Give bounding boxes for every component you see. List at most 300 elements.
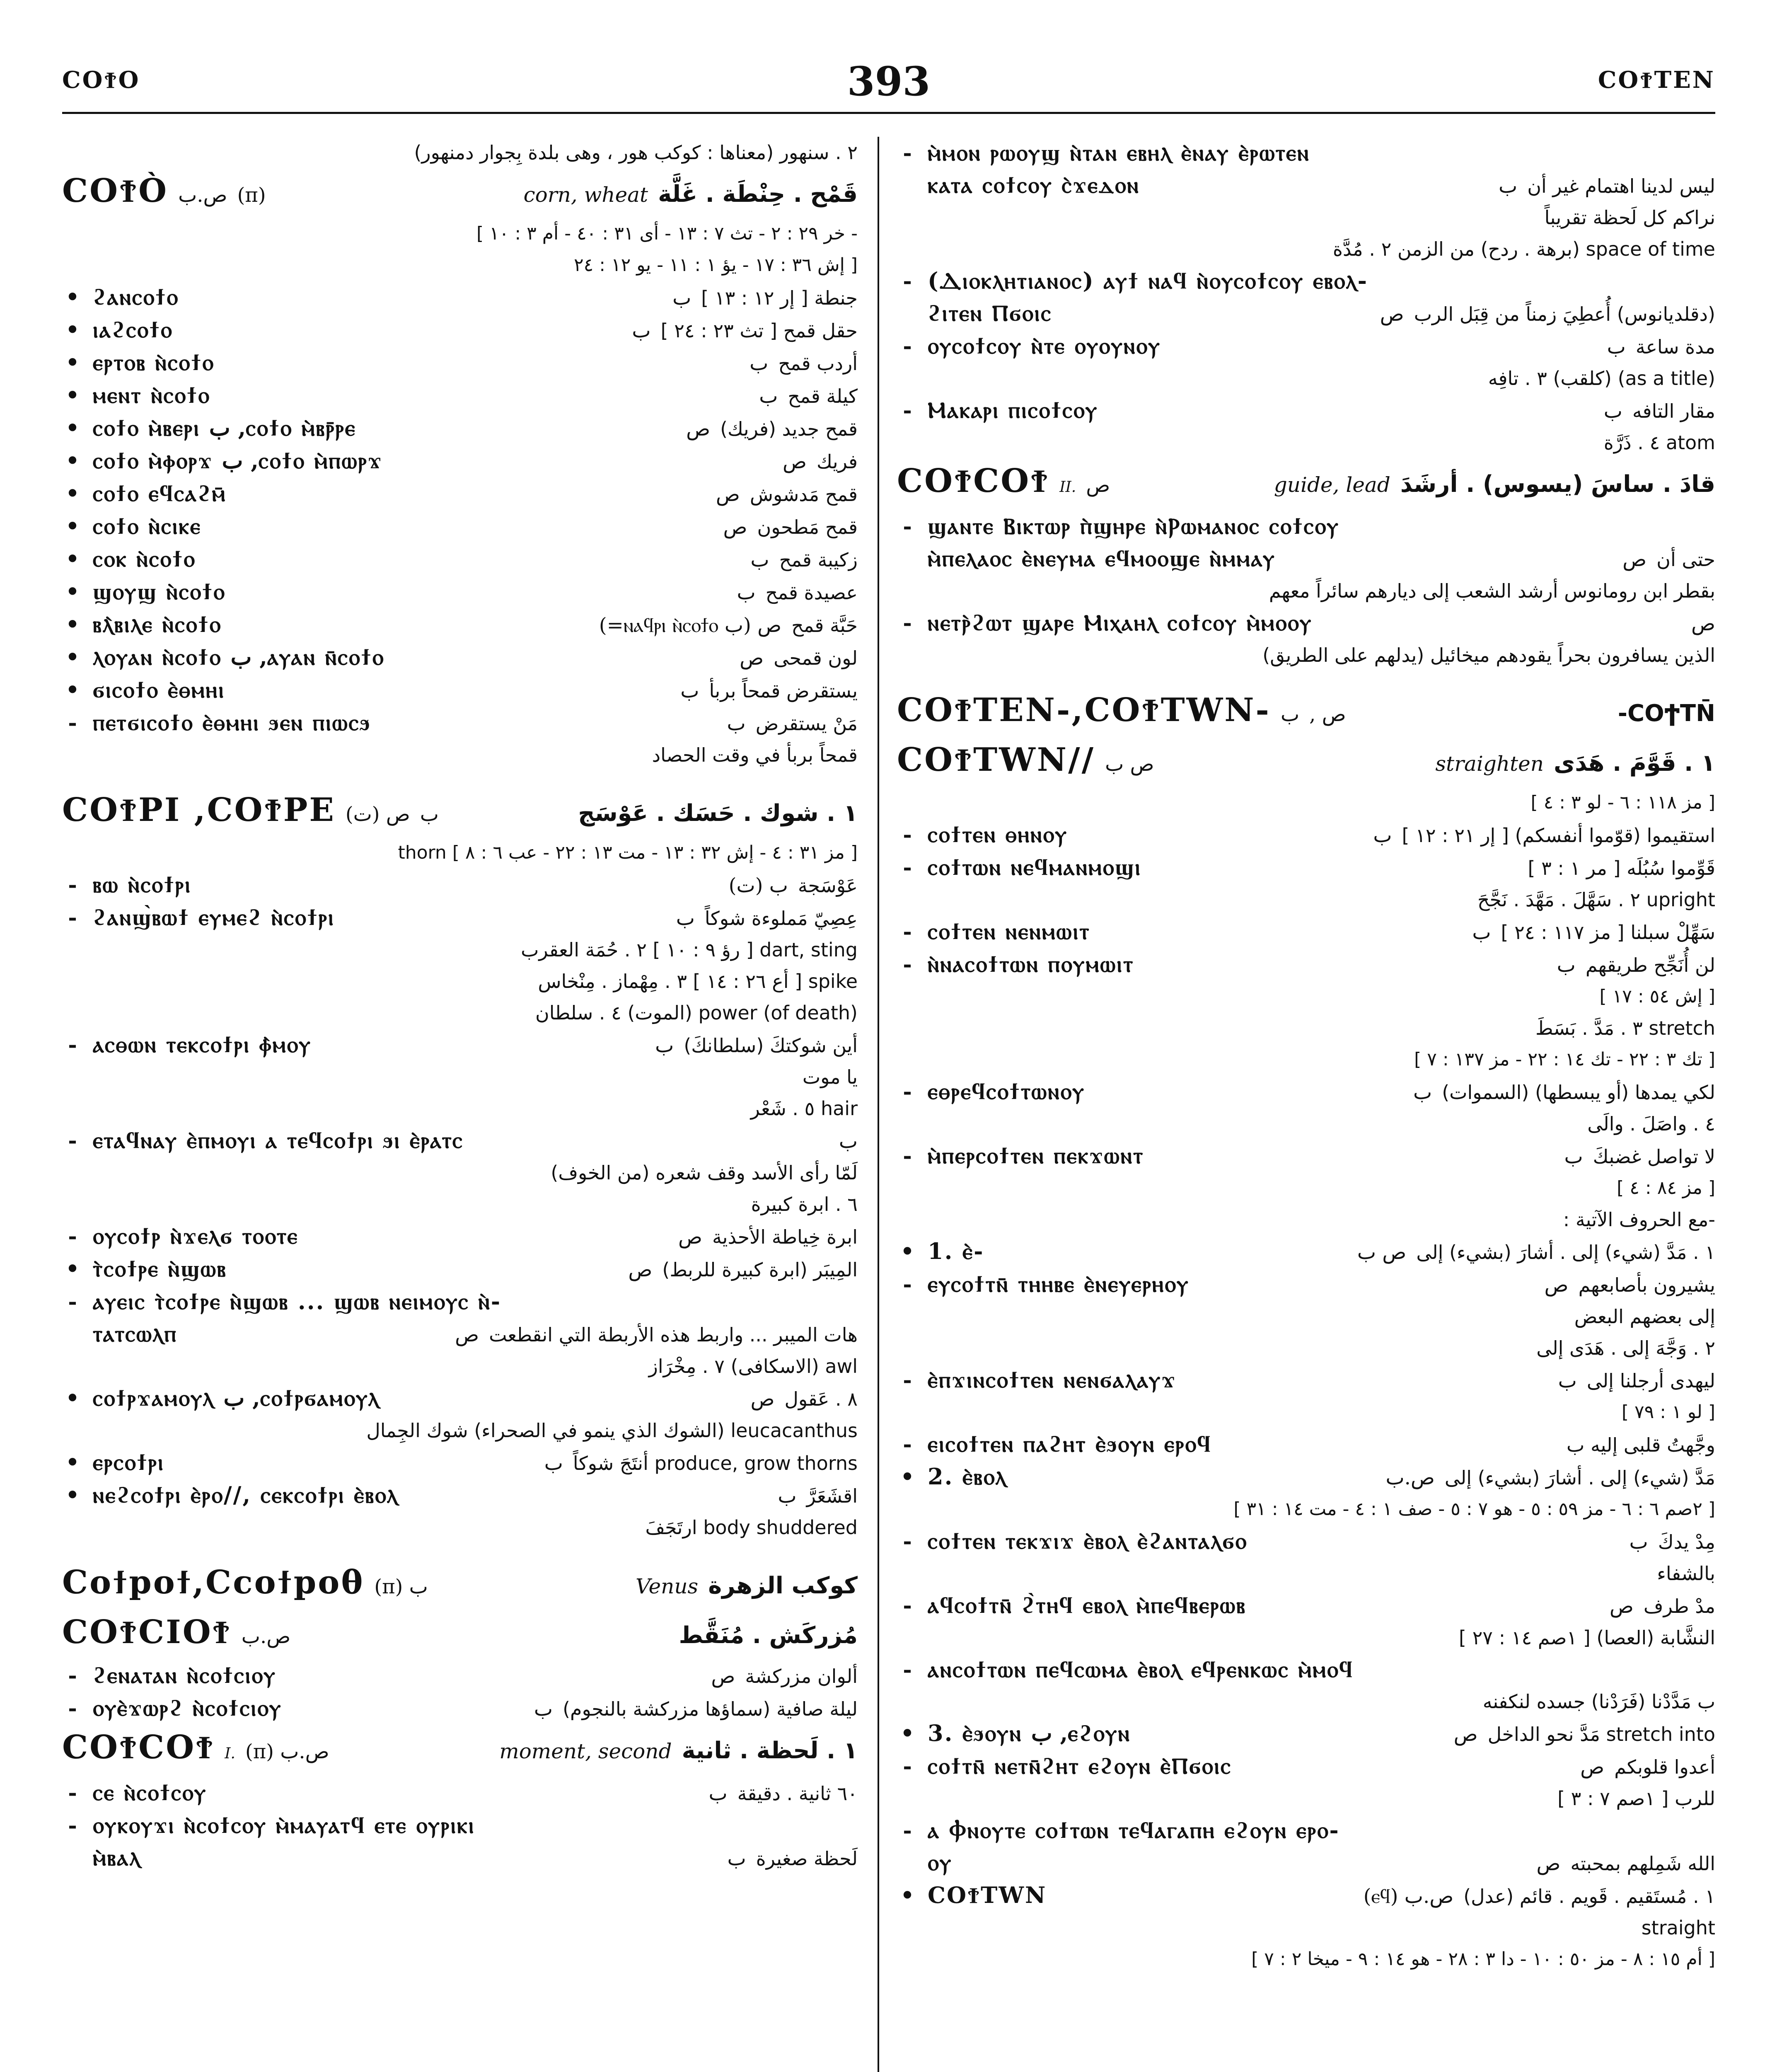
entry-marker: - bbox=[903, 1529, 912, 1554]
entry-line bbox=[897, 1589, 1715, 1622]
arabic-translation: ليلة صافية (سماؤها مزركشة بالنجوم) bbox=[563, 1698, 858, 1720]
gloss-line bbox=[62, 934, 858, 966]
gloss-text: الذين يسافرون بحراً يقودهم ميخائيل (يدلهم على الطريق) bbox=[1262, 644, 1715, 666]
entry-marker: - bbox=[903, 1818, 912, 1843]
coptic-phrase: ⲃⲱ ⲛ̀ⲥⲟϯⲣⲓ bbox=[93, 871, 191, 898]
entry-line bbox=[897, 1814, 1715, 1847]
gloss-text: atom ٤ . ذَرَّة bbox=[1603, 431, 1715, 454]
entry-marker: - bbox=[68, 1128, 77, 1153]
entry-marker: - bbox=[903, 1079, 912, 1104]
gloss-text: dart, sting [ رؤ ٩ : ١٠ ] ٢ . حُمَة العقرب bbox=[521, 939, 858, 961]
coptic-phrase: ⲙ̀ⲡⲉⲗⲁⲟⲥ ⲉ̀ⲛⲉⲩⲙⲁ ⲉϥⲙⲟⲟϣⲉ ⲛ̀ⲙⲙⲁⲩ bbox=[928, 545, 1276, 571]
gloss-text: space of time (برهة . ردح) من الزمن ٢ . مُدَّة bbox=[1332, 238, 1715, 260]
arabic-translation: حتى أن bbox=[1656, 548, 1715, 571]
dialect-tag: ب bbox=[1607, 335, 1626, 358]
dialect-tag: ص bbox=[711, 1665, 735, 1688]
dialect-tag: ب bbox=[632, 319, 651, 342]
scripture-reference: [ ٢صم ٦ : ٦ - مز ٥٩ : ٥ - هو ٧ : ٥ - صف ١ : ٤ - مت ١٤ : ٣١ ] bbox=[1233, 1498, 1715, 1520]
gloss-line bbox=[897, 1108, 1715, 1140]
coptic-phrase: ⲥⲉ ⲛ̀ⲥⲟϯⲥⲟⲩ bbox=[93, 1779, 207, 1806]
entry-marker: • bbox=[900, 1883, 914, 1908]
coptic-phrase: ⲟⲩⲉ̀ϫⲱⲣϩ ⲛ̀ⲥⲟϯⲥⲓⲟⲩ bbox=[93, 1694, 282, 1721]
reference-line bbox=[897, 1172, 1715, 1204]
entry-marker: - bbox=[903, 514, 912, 539]
entry-marker: - bbox=[903, 140, 912, 166]
entry-line bbox=[897, 607, 1715, 639]
entry-marker: - bbox=[903, 1368, 912, 1393]
dialect-tag: ص bbox=[628, 1258, 653, 1281]
coptic-headword: COϮCIOϮ bbox=[62, 1613, 232, 1651]
dialect-tag: ب bbox=[655, 1034, 674, 1057]
headword-line bbox=[62, 787, 858, 837]
arabic-translation: ابرة خِياطة الأحذية bbox=[712, 1226, 858, 1248]
dialect-tag: (π) ص.ب bbox=[245, 1740, 329, 1763]
entry-marker: • bbox=[65, 514, 80, 539]
dialect-tag: ص bbox=[1380, 303, 1404, 326]
entry-marker: • bbox=[65, 547, 80, 572]
gloss-text: leucacanthus (الشوك الذي ينمو في الصحراء) شوك الجِمال bbox=[366, 1419, 858, 1442]
homonym-number: II. bbox=[1059, 479, 1076, 496]
gloss-text: النشَّابة (العصا) [ ١صم ١٤ : ٢٧ ] bbox=[1459, 1627, 1715, 1649]
dialect-tag: ص bbox=[455, 1323, 479, 1346]
english-gloss: corn, wheat bbox=[523, 183, 648, 207]
gloss-text: upright ٢ . سَهَّلَ . مَهَّدَ . نَجَّحَ bbox=[1477, 888, 1715, 911]
coptic-phrase: ⲟⲩⲕⲟⲩϫⲓ ⲛ̀ⲥⲟϯⲥⲟⲩ ⲙ̀ⲙⲁⲩⲁⲧϥ ⲉⲧⲉ ⲟⲩⲣⲓⲕⲓ bbox=[93, 1812, 475, 1838]
dialect-tag: (=ⲛⲁϥⲣⲓ ⲛ̀ⲥⲟϯⲟ ب) ص bbox=[599, 614, 782, 637]
entry-line bbox=[897, 1879, 1715, 1912]
gloss-line bbox=[62, 739, 858, 771]
coptic-phrase: ⲉⲧⲁϥⲛⲁⲩ ⲉ̀ⲡⲙⲟⲩⲓ ⲁ ⲧⲉϥⲥⲟϯⲣⲓ ϧⲓ ⲉ̀ⲣⲁⲧⲥ bbox=[93, 1127, 464, 1153]
gender-tag: , ص bbox=[1309, 703, 1346, 726]
entry-marker: - bbox=[903, 1593, 912, 1618]
entry-marker: - bbox=[903, 1272, 912, 1297]
coptic-phrase: ⲟⲩⲥⲟϯⲥⲟⲩ ⲛ̀ⲧⲉ ⲟⲩⲟⲩⲛⲟⲩ bbox=[928, 332, 1161, 359]
gloss-line bbox=[62, 1188, 858, 1220]
dialect-tag: ص bbox=[783, 450, 807, 473]
entry-marker: • bbox=[900, 1464, 914, 1490]
coptic-phrase: ⲟⲩⲥⲟϯⲣ ⲛ̀ϫⲉⲗϭ ⲧⲟⲟⲧⲉ bbox=[93, 1222, 299, 1249]
dialect-tag: ص.ب bbox=[178, 184, 227, 207]
arabic-translation: قمح جديد (فريك) bbox=[720, 418, 858, 440]
english-gloss: moment, second bbox=[499, 1739, 672, 1763]
arabic-translation: وجَّهتُ قلبى إليه ب bbox=[1567, 1434, 1715, 1456]
dialect-tag: ب bbox=[544, 1452, 563, 1475]
coptic-headword: COϮCOϮ bbox=[897, 462, 1050, 500]
reference-line bbox=[897, 1044, 1715, 1075]
entry-line bbox=[62, 674, 858, 707]
entry-line bbox=[62, 477, 858, 510]
gloss-text: ٦ . ابرة كبيرة bbox=[751, 1193, 858, 1215]
entry-line bbox=[62, 510, 858, 543]
entry-line bbox=[897, 948, 1715, 981]
gloss-text: يا موت bbox=[802, 1066, 858, 1088]
arabic-translation: ألوان مزركشة bbox=[745, 1665, 858, 1687]
dialect-tag: ب bbox=[727, 1847, 746, 1870]
coptic-phrase: ⲥⲟϯⲟ ⲉϥⲥⲁϩⲙ̄ bbox=[93, 480, 227, 506]
coptic-headword: COϮÒ bbox=[62, 172, 169, 210]
entry-line bbox=[62, 1285, 858, 1318]
reference-line bbox=[62, 249, 858, 281]
dialect-tag: ص bbox=[686, 417, 711, 441]
gloss-text: نراكم كل لَحظة تقريباً bbox=[1544, 206, 1715, 229]
entry-marker: • bbox=[65, 350, 80, 375]
entry-marker: • bbox=[65, 612, 80, 637]
dialect-tag: (π) ب bbox=[374, 1575, 428, 1598]
arabic-translation: مِدْ يدكَ bbox=[1658, 1531, 1715, 1553]
coptic-phrase: ⲉⲑⲣⲉϥⲥⲟϯⲧⲱⲛⲟⲩ bbox=[928, 1078, 1086, 1104]
entry-marker: - bbox=[903, 334, 912, 359]
entry-line bbox=[62, 346, 858, 379]
coptic-phrase: ϭⲓⲥⲟϯⲟ ⲉ̀ⲑⲙⲏⲓ bbox=[93, 676, 225, 703]
arabic-gloss: ١ . لَحظة . ثانية bbox=[682, 1737, 858, 1764]
gloss-text: hair ٥ . شَعْر bbox=[750, 1097, 858, 1120]
entry-marker: - bbox=[68, 1813, 77, 1838]
entry-marker: • bbox=[65, 383, 80, 408]
coptic-phrase: ⲕⲁⲧⲁ ⲥⲟϯⲥⲟⲩ ⲥ̀ϫⲉⲇⲟⲛ bbox=[928, 172, 1140, 198]
entry-line bbox=[62, 1382, 858, 1415]
entry-line bbox=[897, 542, 1715, 575]
coptic-phrase: ⲁⲩⲉⲓⲥ ⲧ̀ⲥⲟϯⲣⲉ ⲛ̀ϣⲱⲃ ... ϣⲱⲃ ⲛⲉⲓⲙⲟⲩⲥ ⲛ̀- bbox=[93, 1288, 502, 1314]
dialect-tag: ص bbox=[1622, 548, 1647, 571]
arabic-translation: حقل قمح [ تث ٢٣ : ٢٤ ] bbox=[660, 320, 858, 342]
scripture-reference: إش ٣٦ : ١٧ - يؤ ١ : ١١ - يو ١٢ : ٢٤ ] bbox=[573, 254, 858, 276]
arabic-translation: ١ . مُستَقيم . قَويم . قائم (عدل) bbox=[1463, 1885, 1715, 1907]
dialect-tag: ب bbox=[1373, 824, 1392, 847]
scripture-reference: [ مز ١١٨ : ٦ - لو ٣ : ٤ ] bbox=[1530, 792, 1715, 813]
dialect-tag: ب bbox=[750, 548, 769, 571]
arabic-translation: استقيموا (قوّموا أنفسكم) [ إر ٢١ : ١٢ ] bbox=[1402, 824, 1715, 847]
coptic-phrase: ⲙ̀ⲙⲟⲛ ⲣⲱⲟⲩϣ ⲛ̀ⲧⲁⲛ ⲉⲃⲏⲗ ⲉ̀ⲛⲁⲩ ⲉ̀ⲣⲱⲧⲉⲛ bbox=[928, 139, 1310, 166]
entry-marker: - bbox=[68, 710, 77, 736]
gloss-line bbox=[62, 1061, 858, 1093]
gloss-text: (as a title) (كلقب) ٣ . تافِه bbox=[1488, 367, 1715, 390]
entry-line bbox=[62, 445, 858, 477]
arabic-translation: لكي يمدها (أو يبسطها) (السموات) bbox=[1442, 1081, 1715, 1104]
entry-line bbox=[62, 543, 858, 576]
gloss-line bbox=[62, 1512, 858, 1543]
arabic-gloss: كوكب الزهرة bbox=[708, 1572, 858, 1599]
coptic-phrase: ⲉⲓⲥⲟϯⲧⲉⲛ ⲡⲁϩⲏⲧ ⲉ̀ϧⲟⲩⲛ ⲉⲣⲟϥ bbox=[928, 1431, 1212, 1457]
arabic-translation: أعدوا قلوبكم bbox=[1614, 1756, 1715, 1778]
entry-line bbox=[62, 707, 858, 739]
coptic-phrase: ⲙ̀ⲃⲁⲗ bbox=[93, 1844, 141, 1871]
dialect-tag: ص bbox=[1453, 1723, 1478, 1746]
gloss-line bbox=[897, 1301, 1715, 1332]
dialect-tag: ب bbox=[534, 1697, 553, 1721]
reference-line bbox=[897, 1944, 1715, 1975]
gloss-line bbox=[62, 137, 858, 168]
dialect-tag: ب bbox=[680, 679, 699, 702]
coptic-phrase: ⲃⲗ̀ⲃⲓⲗⲉ ⲛ̀ⲥⲟϯⲟ bbox=[93, 611, 222, 637]
entry-line bbox=[897, 1653, 1715, 1686]
coptic-phrase: ⲡⲉⲧϭⲓⲥⲟϯⲟ ⲉ̀ⲑⲙⲏⲓ ϧⲉⲛ ⲡⲓⲱⲥϧ bbox=[93, 709, 371, 736]
dialect-tag: (ت) ب bbox=[728, 874, 788, 897]
coptic-phrase: ϩⲁⲛϣ̀ⲃⲱϯ ⲉⲩⲙⲉϩ ⲛ̀ⲥⲟϯⲣⲓ bbox=[93, 904, 335, 930]
english-gloss: straighten bbox=[1435, 752, 1544, 776]
entry-line bbox=[62, 1220, 858, 1253]
gloss-text: -مع الحروف الآتية : bbox=[1563, 1208, 1715, 1231]
coptic-headword: COϮPI ,COϮPE bbox=[62, 791, 336, 829]
entry-line bbox=[897, 297, 1715, 330]
gloss-line bbox=[62, 966, 858, 997]
entry-marker: - bbox=[68, 1780, 77, 1806]
entry-marker: • bbox=[65, 481, 80, 506]
dialect-tag: ب bbox=[1280, 703, 1300, 726]
entry-line bbox=[897, 1847, 1715, 1879]
gloss-line bbox=[62, 997, 858, 1029]
reference-line bbox=[897, 981, 1715, 1012]
coptic-phrase: ϣⲁⲛⲧⲉ Ⲃⲓⲕⲧⲱⲣ ⲡ̀ϣⲏⲣⲉ ⲛ̀Ⲣⲱⲙⲁⲛⲟⲥ ⲥⲟϯⲥⲟⲩ bbox=[928, 513, 1340, 539]
arabic-gloss: COϮTN̄- bbox=[1618, 700, 1715, 727]
entry-line bbox=[62, 1692, 858, 1725]
gloss-text: لَمّا رأى الأسد وقف شعره (من الخوف) bbox=[551, 1162, 858, 1184]
headword-line bbox=[62, 1610, 858, 1659]
gloss-line bbox=[897, 202, 1715, 233]
dialect-tag: ب bbox=[778, 1484, 797, 1508]
entry-line bbox=[897, 1364, 1715, 1397]
entry-line bbox=[62, 1029, 858, 1061]
arabic-translation: هات الميبر ... واربط هذه الأربطة التي انقطعت bbox=[489, 1324, 858, 1346]
entry-line bbox=[62, 608, 858, 641]
dialect-tag: ص bbox=[750, 1387, 775, 1411]
coptic-phrase: ⲟⲩ bbox=[928, 1849, 953, 1876]
dialect-tag: ص bbox=[1086, 474, 1110, 497]
arabic-translation: زكيبة قمح bbox=[779, 549, 858, 571]
entry-line bbox=[62, 1809, 858, 1842]
gloss-line bbox=[897, 639, 1715, 671]
headword-line bbox=[897, 687, 1715, 737]
gloss-line bbox=[897, 1686, 1715, 1717]
reference-line bbox=[62, 837, 858, 869]
entry-marker: • bbox=[65, 579, 80, 605]
entry-marker: - bbox=[903, 269, 912, 294]
coptic-phrase: ϩⲓⲧⲉⲛ Ⲡϭⲟⲓⲥ bbox=[928, 300, 1052, 326]
column-divider bbox=[878, 137, 879, 2072]
dialect-tag: ب bbox=[1557, 954, 1576, 977]
coptic-phrase: ⲁⲛⲥⲟϯⲧⲱⲛ ⲡⲉϥⲥⲱⲙⲁ ⲉ̀ⲃⲟⲗ ⲉϥⲣⲉⲛⲕⲱⲥ ⲙ̀ⲙⲟϥ bbox=[928, 1656, 1354, 1682]
gloss-text: ٢ . وَجَّهَ إلى . هَدَى إلى bbox=[1536, 1337, 1715, 1359]
arabic-translation: مقار التافه bbox=[1632, 400, 1715, 422]
coptic-phrase: ⲛⲉⲧⲣ̀ϩⲱⲧ ϣⲁⲣⲉ Ⲙⲓⲭⲁⲏⲗ ⲥⲟϯⲥⲟⲩ ⲙ̀ⲙⲟⲟⲩ bbox=[928, 609, 1313, 636]
entry-marker: • bbox=[65, 1483, 80, 1508]
page-header bbox=[62, 58, 1715, 114]
coptic-phrase: ⲛⲉϩⲥⲟϯⲣⲓ ⲉ̀ⲣⲟ//, ⲥⲉⲕⲥⲟϯⲣⲓ ⲉ̀ⲃⲟⲗ bbox=[93, 1481, 399, 1508]
gender-tag: ب bbox=[420, 803, 439, 826]
gloss-text: قمحاً بربأ في وقت الحصاد bbox=[652, 744, 858, 766]
entry-line bbox=[897, 1140, 1715, 1172]
entry-line bbox=[897, 394, 1715, 427]
coptic-phrase: ⲉⲣⲥⲟϯⲣⲓ bbox=[93, 1449, 164, 1475]
dialect-tag: ب bbox=[676, 907, 695, 930]
entry-marker: • bbox=[65, 678, 80, 703]
dialect-tag: ص bbox=[1691, 612, 1715, 635]
reference-line bbox=[897, 787, 1715, 818]
gloss-text: body shuddered ارتَجَفَ bbox=[645, 1516, 858, 1539]
dialect-tag: ص bbox=[1609, 1595, 1634, 1618]
coptic-phrase: ⲥⲟϯⲟ ⲛ̀ⲥⲓⲕⲉ bbox=[93, 513, 202, 539]
coptic-headword: Coϯpoϯ,Ccoϯpoθ bbox=[62, 1564, 365, 1601]
dialect-tag: ب bbox=[759, 385, 778, 408]
arabic-translation: (دقلديانوس) أُعطِيَ زمناً من قِبَل الرب bbox=[1414, 303, 1715, 325]
entry-line bbox=[62, 1124, 858, 1157]
arabic-translation: produce, grow thorns أنتَجَ شوكاً bbox=[573, 1452, 858, 1474]
gloss-line bbox=[897, 1012, 1715, 1044]
entry-marker: - bbox=[903, 919, 912, 944]
gloss-text: awl (الاسكافى) ٧ . مِخْرَاز bbox=[648, 1355, 858, 1377]
reference-line bbox=[897, 1493, 1715, 1525]
gloss-line bbox=[897, 1332, 1715, 1364]
coptic-phrase: ⲛ̀ⲛⲁⲥⲟϯⲧⲱⲛ ⲡⲟⲩⲙⲱⲓⲧ bbox=[928, 951, 1134, 977]
entry-line bbox=[897, 510, 1715, 542]
arabic-translation: قَوِّموا سُبُلَه [ مر ١ : ٣ ] bbox=[1528, 857, 1715, 879]
arabic-translation: يشيرون بأصابعهم bbox=[1578, 1274, 1715, 1296]
entry-line bbox=[62, 1479, 858, 1512]
arabic-translation: قمح مَدشوش bbox=[750, 483, 858, 506]
gloss-line bbox=[897, 1558, 1715, 1589]
coptic-phrase: ⲙ̀ⲡⲉⲣⲥⲟϯⲧⲉⲛ ⲡⲉⲕϫⲱⲛⲧ bbox=[928, 1142, 1144, 1169]
scripture-reference: thorn [ مز ٣١ : ٤ - إش ٣٢ : ١٣ - مت ١٣ : ٢٢ - عب ٦ : ٨ ] bbox=[398, 842, 858, 863]
arabic-translation: stretch into مَدَّ نحو الداخل bbox=[1487, 1723, 1715, 1745]
entry-line bbox=[62, 869, 858, 901]
coptic-phrase: Ⲙⲁⲕⲁⲣⲓ ⲡⲓⲥⲟϯⲥⲟⲩ bbox=[928, 397, 1098, 423]
arabic-translation: مدْ طرف bbox=[1643, 1595, 1715, 1617]
entry-marker: - bbox=[68, 1696, 77, 1721]
coptic-phrase: ⲥⲟϯⲧⲉⲛ ⲛⲉⲛⲙⲱⲓⲧ bbox=[928, 918, 1090, 944]
headword-line bbox=[897, 458, 1715, 510]
dialect-tag: ب bbox=[727, 712, 746, 735]
entry-marker: - bbox=[68, 1224, 77, 1249]
dialect-tag: ص.ب bbox=[241, 1625, 291, 1648]
scripture-reference: [ إش ٥٤ : ١٧ ] bbox=[1599, 986, 1715, 1007]
entry-marker: - bbox=[68, 1663, 77, 1688]
entry-marker: - bbox=[903, 1432, 912, 1457]
right-column bbox=[897, 137, 1715, 2072]
entry-marker: - bbox=[903, 610, 912, 636]
arabic-translation: فريك bbox=[817, 450, 858, 473]
coptic-phrase: ⲥⲟϯⲧⲉⲛ ⲧⲉⲕϫⲓϫ ⲉ̀ⲃⲟⲗ ⲉ̀ϩⲁⲛⲧⲁⲗϭⲟ bbox=[928, 1527, 1248, 1554]
coptic-phrase: ⲁⲥⲑⲱⲛ ⲧⲉⲕⲥⲟϯⲣⲓ ⲫ̀ⲙⲟⲩ bbox=[93, 1031, 312, 1058]
gloss-text: ب مَدَّدْنا (فَرَدْنا) جسده لنكفنه bbox=[1482, 1690, 1715, 1713]
gloss-text: بالشفاء bbox=[1657, 1562, 1715, 1585]
entry-line bbox=[62, 1253, 858, 1285]
entry-line bbox=[62, 1446, 858, 1479]
arabic-translation: ٦٠ ثانية . دقيقة bbox=[737, 1782, 858, 1805]
coptic-phrase: ⲥⲟϯⲧⲛ̄ ⲛⲉⲧⲛ̄ϩⲏⲧ ⲉϩⲟⲩⲛ ⲉ̀Ⲡϭⲟⲓⲥ bbox=[928, 1752, 1232, 1779]
arabic-translation: عَوْسَجة bbox=[798, 874, 858, 897]
coptic-headword: COϮCOϮ bbox=[62, 1728, 215, 1766]
gloss-text: stretch ٣ . مَدَّ . بَسَطَ bbox=[1535, 1017, 1715, 1039]
dialect-tag: ب bbox=[1499, 174, 1518, 198]
arabic-translation: ٨ . عَقول bbox=[784, 1388, 858, 1410]
gloss-text: بقطر ابن رومانوس أرشد الشعب إلى ديارهم سائراً معهم bbox=[1269, 580, 1715, 602]
arabic-translation: يستقرض قمحاً بربأ bbox=[709, 680, 858, 702]
dialect-tag: ب bbox=[1413, 1081, 1432, 1104]
entry-line bbox=[62, 641, 858, 674]
coptic-phrase: ⲉⲩⲥⲟϯⲧⲛ̄ ⲧⲏⲏⲃⲉ ⲉ̀ⲛⲉⲩⲉⲣⲏⲟⲩ bbox=[928, 1271, 1190, 1297]
gloss-text: إلى بعضهم البعض bbox=[1574, 1305, 1715, 1328]
entry-line bbox=[62, 1842, 858, 1874]
coptic-phrase: ϣⲟⲩϣ ⲛ̀ⲥⲟϯⲟ bbox=[93, 578, 226, 605]
entry-marker: • bbox=[900, 1721, 914, 1746]
entry-line bbox=[897, 137, 1715, 169]
dialect-tag: (ت) ص bbox=[345, 803, 410, 826]
arabic-translation: مدة ساعة bbox=[1635, 336, 1715, 358]
entry-line bbox=[62, 412, 858, 445]
arabic-translation: ليهدى أرجلنا إلى bbox=[1586, 1370, 1715, 1392]
arabic-translation: ليس لدينا اهتمام غير أن bbox=[1527, 175, 1715, 197]
gloss-line bbox=[62, 1415, 858, 1446]
entry-marker: - bbox=[68, 905, 77, 930]
dialect-tag: ب bbox=[1558, 1369, 1577, 1392]
dialect-tag: ص bbox=[1544, 1273, 1569, 1297]
dialect-tag: ص ب bbox=[1105, 753, 1154, 776]
headword-line bbox=[62, 168, 858, 218]
coptic-phrase: 2. ⲉ̀ⲃⲟⲗ bbox=[928, 1463, 1007, 1490]
gloss-text: straight bbox=[1641, 1917, 1715, 1939]
dialect-tag: ص bbox=[716, 483, 740, 506]
entry-line bbox=[62, 901, 858, 934]
dialect-tag: ب bbox=[1472, 921, 1491, 944]
arabic-translation: لَحظة صغيرة bbox=[756, 1847, 858, 1870]
arabic-translation: سَهِّلْ سبلنا [ مز ١١٧ : ٢٤ ] bbox=[1501, 921, 1715, 944]
dialect-tag: ص bbox=[740, 646, 764, 670]
dialect-tag: ب bbox=[750, 352, 769, 375]
scripture-reference: [ مز ٨٤ : ٤ ] bbox=[1617, 1177, 1715, 1198]
dialect-tag: ب bbox=[737, 581, 756, 604]
gloss-line bbox=[897, 884, 1715, 915]
entry-line bbox=[62, 314, 858, 346]
gloss-line bbox=[897, 575, 1715, 607]
coptic-phrase: ⲥⲟⲕ ⲛ̀ⲥⲟϯⲟ bbox=[93, 545, 196, 572]
gloss-text: للرب [ ١صم ٧ : ٣ ] bbox=[1557, 1787, 1715, 1810]
dialect-tag: ص bbox=[1580, 1755, 1605, 1779]
gloss-text: ٤ . واصَلَ . والَى bbox=[1587, 1113, 1715, 1135]
scripture-reference: [ أم ١٥ : ٨ - مز ٥٠ : ١٠ - دا ٣ : ٢٨ - هو ١٤ : ٩ - ميخا ٢ : ٧ ] bbox=[1251, 1949, 1715, 1970]
gloss-line bbox=[897, 1622, 1715, 1653]
entry-marker: - bbox=[903, 952, 912, 977]
arabic-translation: لن أُنَجِّح طريقهم bbox=[1585, 954, 1715, 976]
arabic-translation: الله شَمِلهم بمحبته bbox=[1570, 1852, 1715, 1875]
scripture-reference: [ خر ٢٩ : ٢ - تث ٧ : ١٣ - أى ٣١ : ٤٠ - أم ٣ : ١٠ - bbox=[476, 223, 858, 244]
section-gap bbox=[62, 1543, 858, 1560]
gloss-text: spike [ أع ٢٦ : ١٤ ] ٣ . مِهْماز . مِنْخاس bbox=[538, 970, 858, 992]
dialect-tag: ص ب bbox=[1357, 1241, 1407, 1264]
coptic-phrase: ⲧⲁⲧⲥⲱⲗⲡ bbox=[93, 1320, 177, 1347]
coptic-phrase: ⲥⲟϯⲟ ⲙ̀ⲃⲉⲣⲓ ب ,ⲥⲟϯⲟ ⲙ̀ⲃⲣ̄ⲣⲉ bbox=[93, 414, 356, 441]
entry-line bbox=[897, 1717, 1715, 1750]
entry-line bbox=[897, 1268, 1715, 1301]
scripture-reference: [ لو ١ : ٧٩ ] bbox=[1621, 1402, 1715, 1423]
english-gloss: guide, lead bbox=[1274, 473, 1390, 497]
entry-line bbox=[897, 265, 1715, 297]
entry-line bbox=[897, 851, 1715, 884]
arabic-translation: المِيبَر (ابرة كبيرة للربط) bbox=[662, 1259, 858, 1281]
gender-tag: (π) bbox=[237, 184, 266, 207]
english-gloss: Venus bbox=[636, 1574, 699, 1598]
gloss-line bbox=[897, 1783, 1715, 1814]
coptic-phrase: ϩⲁⲛⲥⲟϯⲟ bbox=[93, 283, 179, 310]
entry-line bbox=[897, 915, 1715, 948]
entry-marker: - bbox=[903, 1657, 912, 1682]
dialect-tag: ب bbox=[708, 1782, 728, 1805]
arabic-translation: مَدَّ (شيء) إلى . أشارَ (بشيء) إلى bbox=[1444, 1467, 1715, 1489]
coptic-headword: COϮTWN// bbox=[897, 741, 1095, 779]
coptic-phrase: ⲗⲟⲩⲁⲛ ⲛ̀ⲥⲟϯⲟ ب ,ⲁⲩⲁⲛ ⲛ̄ⲥⲟϯⲟ bbox=[93, 644, 384, 670]
entry-marker: - bbox=[903, 1754, 912, 1779]
arabic-gloss: قَمْح . حِنْطَة . غَلَّة bbox=[658, 181, 858, 208]
arabic-gloss: قادَ . ساسَ (يسوس) . أرشَدَ bbox=[1400, 471, 1715, 498]
gloss-line bbox=[62, 1351, 858, 1382]
